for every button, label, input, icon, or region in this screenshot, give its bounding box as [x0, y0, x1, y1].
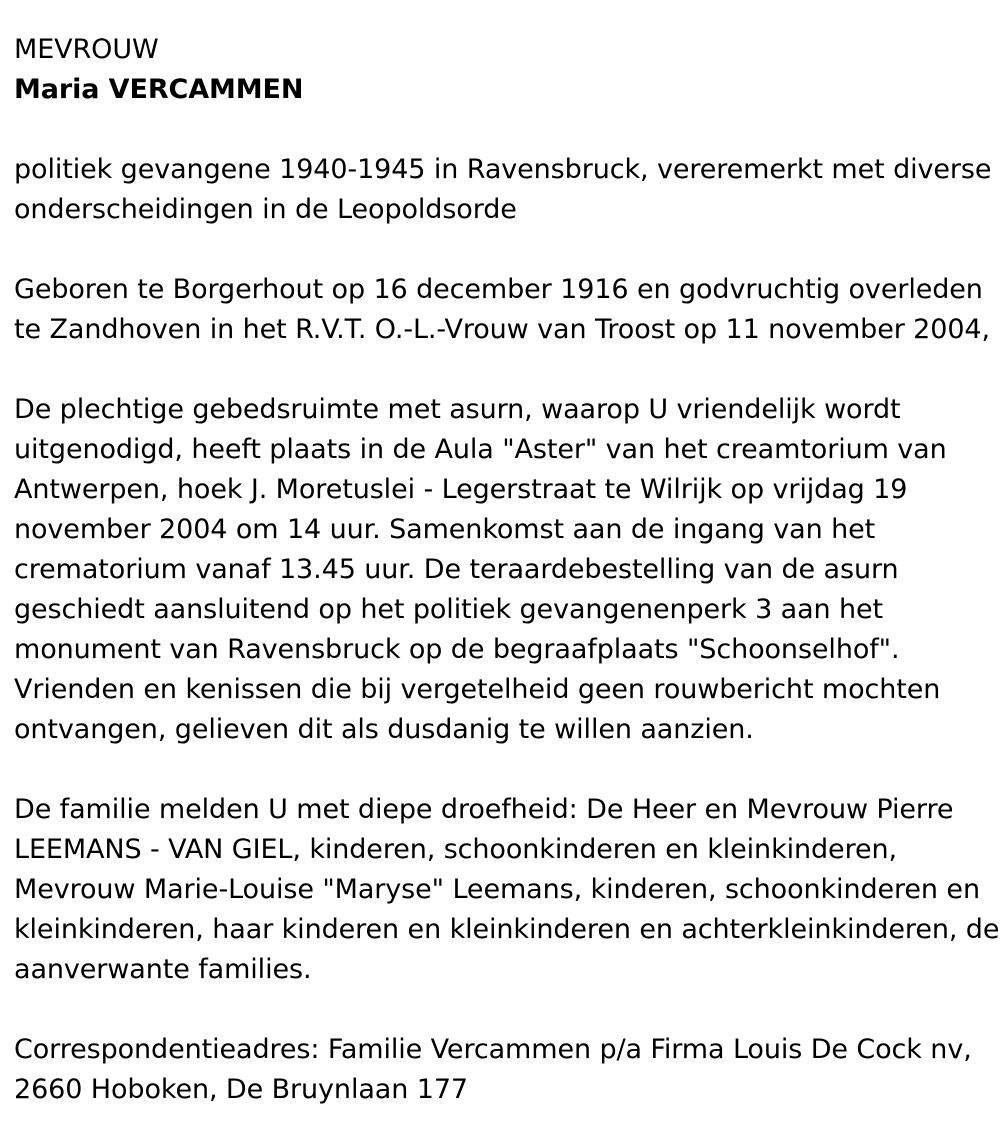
paragraph-spacer: [14, 990, 980, 1030]
memorial-notice-body: [14, 30, 1000, 1110]
text-line: LEEMANS - VAN GIEL, kinderen, schoonkinderen en kleinkinderen,: [14, 834, 897, 865]
paragraph-spacer: [14, 110, 980, 150]
paragraph-ceremony: [14, 390, 980, 750]
paragraph-spacer: [14, 350, 980, 390]
text-line: ontvangen, gelieven dit als dusdanig te willen aanzien.: [14, 714, 754, 745]
text-line: november 2004 om 14 uur. Samenkomst aan de ingang van het: [14, 514, 876, 545]
text-line: 2660 Hoboken, De Bruynlaan 177: [14, 1074, 468, 1105]
text-line: Vrienden en kenissen die bij vergetelheid geen rouwbericht mochten: [14, 674, 941, 705]
text-line: Mevrouw Marie-Louise "Maryse" Leemans, kinderen, schoonkinderen en: [14, 874, 980, 905]
text-line: De plechtige gebedsruimte met asurn, waarop U vriendelijk wordt: [14, 394, 901, 425]
paragraph-honours: [14, 150, 992, 230]
text-line: monument van Ravensbruck op de begraafplaats "Schoonselhof".: [14, 634, 900, 665]
paragraph-spacer: [14, 750, 980, 790]
text-line: kleinkinderen, haar kinderen en kleinkinderen en achterkleinkinderen, de: [14, 914, 1000, 945]
text-line: onderscheidingen in de Leopoldsorde: [14, 194, 517, 225]
text-line: uitgenodigd, heeft plaats in de Aula "Aster" van het creamtorium van: [14, 434, 947, 465]
text-line: crematorium vanaf 13.45 uur. De teraardebestelling van de asurn: [14, 554, 899, 585]
paragraph-birth-death: [14, 270, 990, 350]
paragraph-spacer: [14, 230, 980, 270]
paragraph-correspondence: [14, 1030, 980, 1110]
text-line: Correspondentieadres: Familie Vercammen p/a Firma Louis De Cock nv,: [14, 1034, 972, 1065]
text-line: aanverwante families.: [14, 954, 312, 985]
text-line: geschiedt aansluitend op het politiek gevangenenperk 3 aan het: [14, 594, 884, 625]
text-line: Antwerpen, hoek J. Moretuslei - Legerstraat te Wilrijk op vrijdag 19: [14, 474, 908, 505]
text-line: politiek gevangene 1940-1945 in Ravensbruck, vereremerkt met diverse: [14, 154, 992, 185]
text-line: te Zandhoven in het R.V.T. O.-L.-Vrouw van Troost op 11 november 2004,: [14, 314, 990, 345]
paragraph-family: [14, 790, 1000, 990]
deceased-name: Maria VERCAMMEN: [14, 74, 304, 105]
text-line: Geboren te Borgerhout op 16 december 1916 en godvruchtig overleden: [14, 274, 983, 305]
salutation-line: MEVROUW: [14, 34, 159, 65]
text-line: De familie melden U met diepe droefheid: De Heer en Mevrouw Pierre: [14, 794, 954, 825]
